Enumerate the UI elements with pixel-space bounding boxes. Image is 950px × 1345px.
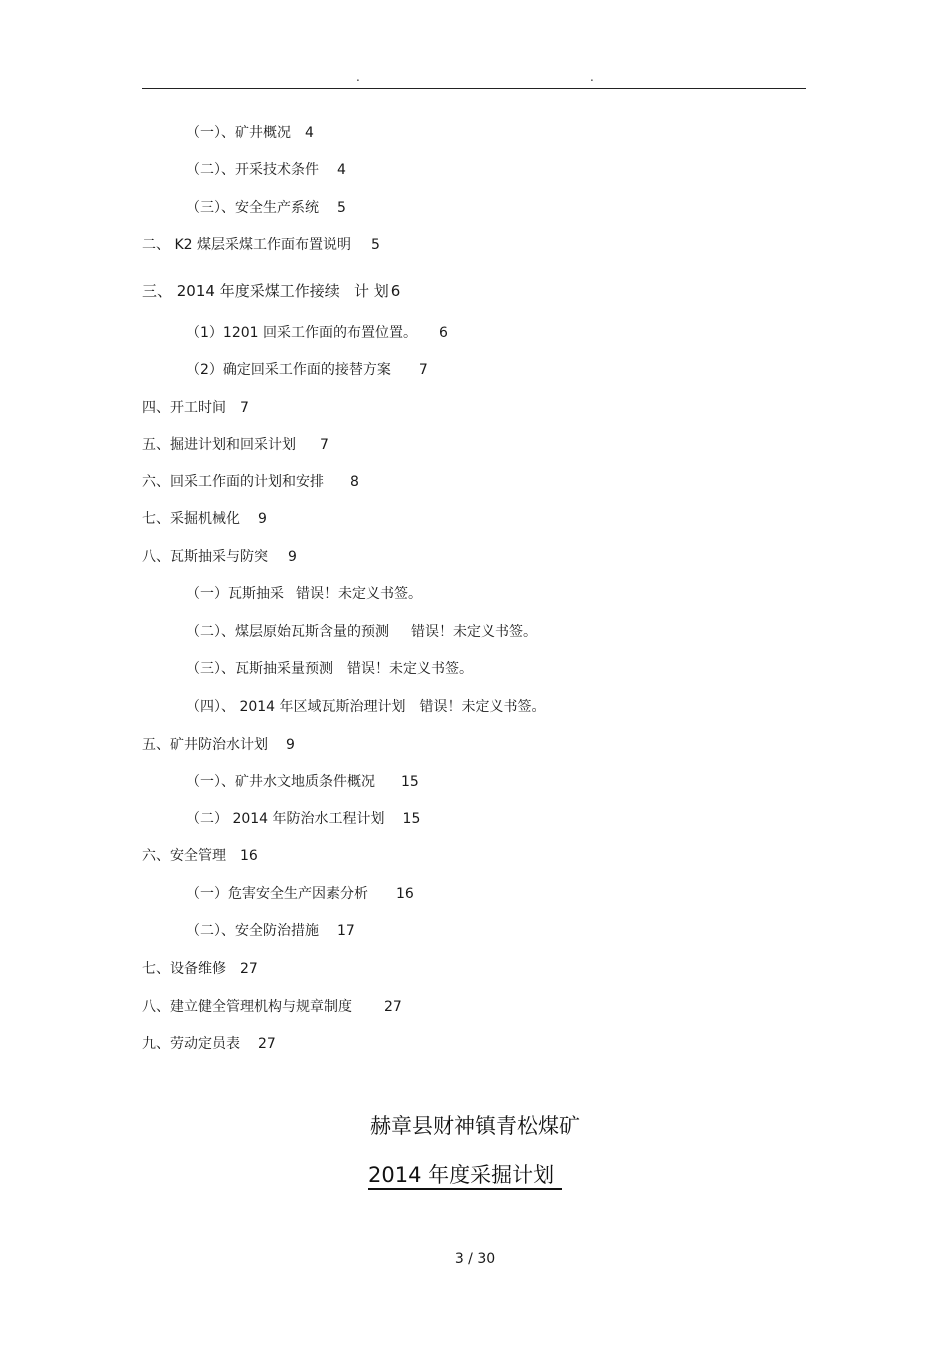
- toc-entry[interactable]: [186, 922, 355, 940]
- toc-entry-page: 15: [401, 774, 419, 790]
- toc-entry-label: 五、掘进计划和回采计划: [142, 437, 296, 453]
- toc-entry-label: （一）危害安全生产因素分析: [186, 886, 368, 902]
- toc-entry-page: 16: [396, 886, 414, 902]
- toc-entry-label: （四）、 2014 年区域瓦斯治理计划: [186, 699, 406, 715]
- toc-entry[interactable]: [186, 124, 314, 142]
- toc-entry-label: （2）确定回采工作面的接替方案: [186, 362, 391, 378]
- document-subtitle: 2014 年度采掘计划: [368, 1162, 562, 1190]
- toc-entry-page: 27: [258, 1036, 276, 1052]
- page-indicator: 3 / 30: [454, 1251, 496, 1267]
- toc-entry-page: 16: [240, 848, 258, 864]
- toc-entry[interactable]: [186, 810, 420, 828]
- toc-entry-label: （1）1201 回采工作面的布置位置。: [186, 325, 417, 341]
- toc-entry[interactable]: [186, 199, 346, 217]
- toc-entry[interactable]: [142, 548, 297, 566]
- toc-entry-page: 错误！未定义书签。: [296, 586, 422, 602]
- toc-entry-page: 6: [439, 325, 448, 341]
- toc-entry[interactable]: [142, 510, 267, 528]
- toc-entry-page: 7: [240, 400, 249, 416]
- toc-entry[interactable]: [142, 436, 329, 454]
- toc-entry-page: 4: [337, 162, 346, 178]
- header-rule: [142, 88, 806, 89]
- toc-entry-label: 四、开工时间: [142, 400, 226, 416]
- toc-entry-label: 八、瓦斯抽采与防突: [142, 549, 268, 565]
- toc-entry-label: 八、建立健全管理机构与规章制度: [142, 999, 352, 1015]
- toc-entry-label: 六、安全管理: [142, 848, 226, 864]
- toc-entry-page: 7: [320, 437, 329, 453]
- toc-entry-label: 五、矿井防治水计划: [142, 737, 268, 753]
- toc-entry-label: （一）、矿井水文地质条件概况: [186, 774, 375, 790]
- toc-entry[interactable]: [186, 361, 428, 379]
- toc-entry-label: （二） 2014 年防治水工程计划: [186, 811, 385, 827]
- toc-entry-page: 5: [371, 237, 380, 253]
- toc-entry-page: 17: [337, 923, 355, 939]
- toc-entry-page: 错误！未定义书签。: [419, 699, 546, 715]
- toc-entry-label: （一）、矿井概况: [186, 125, 291, 141]
- toc-entry[interactable]: [142, 1035, 276, 1053]
- toc-entry-page: 5: [337, 200, 346, 216]
- toc-entry-label: （二）、煤层原始瓦斯含量的预测: [186, 624, 389, 640]
- toc-entry[interactable]: [186, 324, 448, 342]
- toc-entry-label: （一）瓦斯抽采: [186, 586, 284, 602]
- toc-entry[interactable]: [142, 736, 295, 754]
- toc-entry-label: 七、设备维修: [142, 961, 226, 977]
- toc-entry-page: 9: [286, 737, 295, 753]
- document-title: 赫章县财神镇青松煤矿: [370, 1114, 580, 1138]
- toc-entry-page: 15: [402, 811, 421, 827]
- toc-entry-page: 6: [390, 282, 401, 300]
- toc-entry-page: 7: [418, 362, 428, 378]
- toc-entry-page: 9: [258, 511, 267, 527]
- toc-entry-label: 七、采掘机械化: [142, 511, 240, 527]
- toc-entry[interactable]: [142, 236, 380, 254]
- toc-entry-page: 4: [305, 125, 314, 141]
- toc-entry-page: 9: [288, 549, 297, 565]
- toc-entry-label: （二）、安全防治措施: [186, 923, 319, 939]
- toc-entry[interactable]: [142, 399, 249, 417]
- toc-entry[interactable]: [186, 623, 537, 641]
- toc-entry[interactable]: [186, 698, 546, 716]
- toc-entry[interactable]: [142, 960, 258, 978]
- toc-entry[interactable]: [186, 585, 422, 603]
- toc-entry-label: （三）、瓦斯抽采量预测: [186, 661, 333, 677]
- toc-entry-page: 27: [384, 999, 402, 1015]
- toc-entry[interactable]: [142, 998, 402, 1016]
- toc-entry-label: 三、 2014 年度采煤工作接续 计 划: [142, 282, 389, 300]
- toc-entry-label: （二）、开采技术条件: [186, 162, 319, 178]
- toc-entry[interactable]: [186, 773, 419, 791]
- toc-entry-page: 错误！未定义书签。: [347, 661, 473, 677]
- toc-entry[interactable]: [142, 282, 400, 300]
- toc-entry-label: （三）、安全生产系统: [186, 200, 319, 216]
- toc-entry-label: 二、 K2 煤层采煤工作面布置说明: [142, 237, 351, 253]
- toc-entry-label: 九、劳动定员表: [142, 1036, 240, 1052]
- toc-entry-page: 错误！未定义书签。: [411, 624, 537, 640]
- header-dot: .: [590, 70, 594, 84]
- toc-entry[interactable]: [186, 660, 473, 678]
- header-dot: .: [356, 70, 360, 84]
- toc-entry-page: 27: [240, 961, 258, 977]
- toc-entry[interactable]: [186, 885, 414, 903]
- toc-entry[interactable]: [186, 161, 346, 179]
- toc-entry-label: 六、回采工作面的计划和安排: [142, 474, 324, 490]
- toc-entry[interactable]: [142, 473, 359, 491]
- toc-entry[interactable]: [142, 847, 258, 865]
- toc-entry-page: 8: [350, 474, 359, 490]
